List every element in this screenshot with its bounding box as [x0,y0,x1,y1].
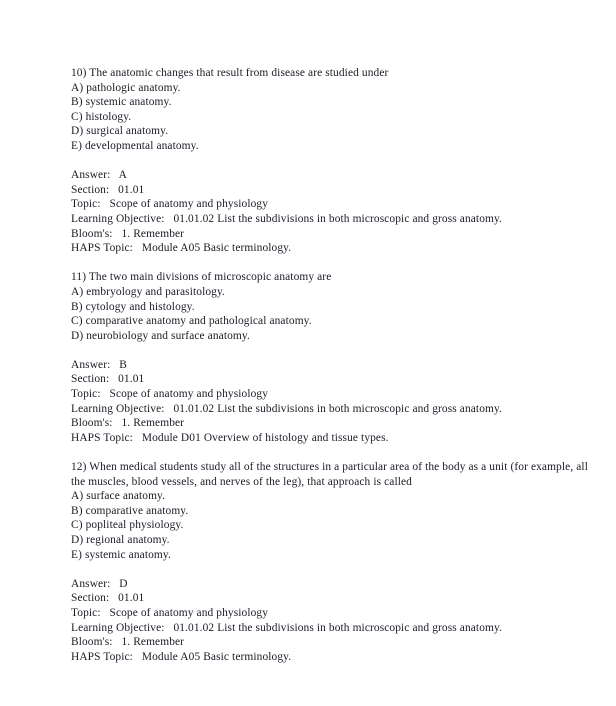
question-stem: 10) The anatomic changes that result from disease are studied under [71,67,389,79]
metadata-line: Section: 01.01 [71,183,145,196]
answer-choice: A) pathologic anatomy. [71,81,181,94]
metadata-line: Topic: Scope of anatomy and physiology [71,388,269,401]
question-metadata [71,577,588,665]
metadata-line: Learning Objective: 01.01.02 List the subdivisions in both microscopic and gross anatomy. [71,621,503,634]
block-spacer [71,154,588,169]
answer-choice: A) surface anatomy. [71,490,166,503]
answer-choice: A) embryology and parasitology. [71,285,226,298]
metadata-line: Section: 01.01 [71,373,145,386]
question-metadata [71,358,588,446]
question-stem: 12) When medical students study all of the structures in a particular area of the body as a unit (for example, all the muscles, blood vessels, and nerves of the leg), that approach is called [71,461,591,488]
answer-choice: B) systemic anatomy. [71,96,172,109]
metadata-line: Bloom's: 1. Remember [71,227,185,240]
answer-choice: E) developmental anatomy. [71,139,199,152]
answer-choice: C) comparative anatomy and pathological anatomy. [71,315,312,328]
answer-choice: E) systemic anatomy. [71,548,171,561]
answer-choice: C) histology. [71,110,132,123]
question-block [71,270,588,445]
metadata-line: Topic: Scope of anatomy and physiology [71,198,269,211]
answer-choice: B) cytology and histology. [71,300,195,313]
question-metadata [71,168,588,256]
metadata-line: Learning Objective: 01.01.02 List the subdivisions in both microscopic and gross anatomy. [71,212,503,225]
metadata-line: Answer: A [71,169,127,182]
metadata-line: Bloom's: 1. Remember [71,417,185,430]
question-block [71,460,591,664]
answer-choice: C) popliteal physiology. [71,519,184,532]
metadata-line: Answer: D [71,577,128,590]
metadata-line: HAPS Topic: Module D01 Overview of histology and tissue types. [71,431,389,444]
metadata-line: HAPS Topic: Module A05 Basic terminology. [71,242,292,255]
metadata-line: HAPS Topic: Module A05 Basic terminology. [71,650,292,663]
metadata-line: Bloom's: 1. Remember [71,636,185,649]
block-spacer [71,562,588,577]
metadata-line: Answer: B [71,358,127,371]
question-block [71,66,588,256]
answer-choice: D) surgical anatomy. [71,125,169,138]
answer-choice: B) comparative anatomy. [71,504,189,517]
answer-choice: D) regional anatomy. [71,534,170,546]
document-body [71,66,591,664]
metadata-line: Learning Objective: 01.01.02 List the subdivisions in both microscopic and gross anatomy. [71,402,503,415]
block-spacer [71,343,588,358]
question-stem: 11) The two main divisions of microscopic anatomy are [71,271,332,284]
answer-choice: D) neurobiology and surface anatomy. [71,329,250,342]
metadata-line: Section: 01.01 [71,592,145,605]
metadata-line: Topic: Scope of anatomy and physiology [71,606,269,619]
